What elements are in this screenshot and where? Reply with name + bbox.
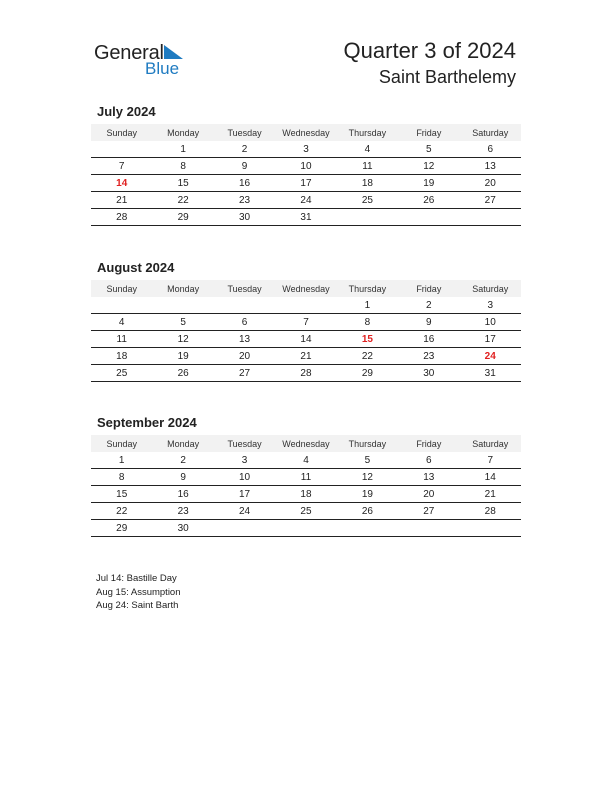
day-cell: 30 <box>238 211 251 223</box>
day-cell: 28 <box>300 367 312 379</box>
day-cell: 29 <box>361 367 373 379</box>
day-cell: 25 <box>361 194 373 206</box>
day-cell: 5 <box>180 316 186 328</box>
day-cell: 18 <box>300 488 312 500</box>
day-cell: 21 <box>484 488 496 500</box>
weekday-label: Sunday <box>106 283 137 294</box>
day-cell: 13 <box>238 333 251 345</box>
day-cell: 28 <box>116 211 128 223</box>
week-row <box>91 209 521 226</box>
weekday-label: Friday <box>416 438 442 449</box>
weekday-label: Wednesday <box>282 127 330 138</box>
logo <box>94 40 194 80</box>
week-row <box>91 158 521 175</box>
week-row <box>91 192 521 209</box>
weekday-label: Friday <box>416 283 442 294</box>
day-cell: 29 <box>116 522 128 534</box>
day-cell: 25 <box>116 367 128 379</box>
day-cell: 19 <box>177 350 189 362</box>
day-cell: 15 <box>361 333 373 345</box>
day-cell: 9 <box>180 471 186 483</box>
weekday-label: Tuesday <box>227 438 262 449</box>
holiday-note: Aug 24: Saint Barth <box>96 600 179 611</box>
day-cell: 3 <box>241 454 248 466</box>
day-cell: 8 <box>118 471 125 483</box>
day-cell: 12 <box>361 471 373 483</box>
weekday-label: Saturday <box>472 438 509 449</box>
day-cell: 7 <box>118 160 125 172</box>
day-cell: 27 <box>238 367 251 379</box>
day-cell: 12 <box>177 333 189 345</box>
weekday-label: Monday <box>167 283 200 294</box>
day-cell: 8 <box>364 316 371 328</box>
day-cell: 17 <box>484 333 496 345</box>
day-cell: 16 <box>177 488 189 500</box>
day-cell: 17 <box>300 177 312 189</box>
week-row <box>91 141 521 158</box>
day-cell: 22 <box>177 194 189 206</box>
day-cell: 23 <box>238 194 251 206</box>
day-cell: 11 <box>362 160 373 172</box>
month-september <box>91 415 521 537</box>
day-cell: 14 <box>300 333 312 345</box>
week-row <box>91 348 521 365</box>
month-title: July 2024 <box>97 104 156 119</box>
day-cell: 19 <box>361 488 373 500</box>
month-title: August 2024 <box>97 260 175 275</box>
day-cell: 17 <box>238 488 251 500</box>
day-cell: 18 <box>116 350 128 362</box>
day-cell: 25 <box>300 505 312 517</box>
day-cell: 11 <box>116 333 127 345</box>
day-cell: 31 <box>300 211 312 223</box>
day-cell: 26 <box>177 367 189 379</box>
day-cell: 4 <box>118 316 125 328</box>
day-cell: 2 <box>180 454 186 466</box>
day-cell: 10 <box>300 160 312 172</box>
page-title: Quarter 3 of 2024 <box>343 38 516 63</box>
day-cell: 3 <box>303 143 309 155</box>
day-cell: 11 <box>300 471 312 483</box>
day-cell: 1 <box>180 143 186 155</box>
day-cell: 5 <box>364 454 371 466</box>
weekday-label: Tuesday <box>227 283 262 294</box>
day-cell: 7 <box>303 316 309 328</box>
weekday-label: Saturday <box>472 283 509 294</box>
day-cell: 9 <box>426 316 432 328</box>
day-cell: 13 <box>423 471 435 483</box>
month-grid <box>91 141 521 226</box>
day-cell: 28 <box>484 505 496 517</box>
month-title: September 2024 <box>97 415 197 430</box>
day-cell: 1 <box>118 454 125 466</box>
weekday-label: Friday <box>416 127 442 138</box>
holiday-note: Jul 14: Bastille Day <box>96 573 177 584</box>
logo-triangle-icon <box>162 44 184 60</box>
day-cell: 22 <box>116 505 128 517</box>
week-row <box>91 452 521 469</box>
day-cell: 10 <box>484 316 496 328</box>
weekday-label: Thursday <box>348 438 387 449</box>
day-cell: 16 <box>423 333 435 345</box>
day-cell: 13 <box>484 160 496 172</box>
day-cell: 10 <box>238 471 251 483</box>
logo-blue-text: Blue <box>145 59 180 78</box>
weekday-label: Monday <box>167 438 200 449</box>
day-cell: 4 <box>364 143 371 155</box>
day-cell: 6 <box>426 454 432 466</box>
day-cell: 12 <box>423 160 435 172</box>
day-cell: 16 <box>238 177 251 189</box>
day-cell: 3 <box>487 299 494 311</box>
day-cell: 2 <box>241 143 248 155</box>
week-row <box>91 503 521 520</box>
day-cell: 24 <box>238 505 251 517</box>
day-cell: 9 <box>241 160 248 172</box>
day-cell: 7 <box>487 454 494 466</box>
day-cell: 23 <box>423 350 435 362</box>
day-cell: 2 <box>426 299 432 311</box>
day-cell: 20 <box>484 177 496 189</box>
day-cell: 31 <box>484 367 496 379</box>
day-cell: 14 <box>484 471 496 483</box>
weekday-label: Monday <box>167 127 200 138</box>
day-cell: 6 <box>487 143 494 155</box>
day-cell: 21 <box>300 350 312 362</box>
weekday-label: Tuesday <box>227 127 262 138</box>
day-cell: 27 <box>423 505 435 517</box>
day-cell: 5 <box>426 143 432 155</box>
day-cell: 15 <box>177 177 189 189</box>
day-cell: 24 <box>300 194 312 206</box>
weekday-label: Wednesday <box>282 283 330 294</box>
weekday-label: Sunday <box>106 438 137 449</box>
month-august <box>91 260 521 382</box>
day-cell: 14 <box>116 177 128 189</box>
page-subtitle: Saint Barthelemy <box>378 67 516 87</box>
day-cell: 18 <box>361 177 373 189</box>
day-cell: 21 <box>116 194 128 206</box>
week-row <box>91 331 521 348</box>
weekday-header <box>91 280 521 297</box>
day-cell: 8 <box>180 160 186 172</box>
day-cell: 6 <box>241 316 248 328</box>
weekday-header <box>91 124 521 141</box>
logo-general-text: General <box>94 42 164 64</box>
day-cell: 1 <box>364 299 371 311</box>
day-cell: 4 <box>303 454 309 466</box>
week-row <box>91 520 521 537</box>
week-row <box>91 365 521 382</box>
day-cell: 26 <box>361 505 373 517</box>
week-row <box>91 175 521 192</box>
day-cell: 29 <box>177 211 189 223</box>
month-grid <box>91 452 521 537</box>
day-cell: 24 <box>484 350 496 362</box>
day-cell: 19 <box>423 177 435 189</box>
week-row <box>91 297 521 314</box>
month-july <box>91 104 521 226</box>
weekday-label: Wednesday <box>282 438 330 449</box>
day-cell: 23 <box>177 505 189 517</box>
weekday-header <box>91 435 521 452</box>
day-cell: 26 <box>423 194 435 206</box>
weekday-label: Sunday <box>106 127 137 138</box>
day-cell: 30 <box>177 522 189 534</box>
week-row <box>91 486 521 503</box>
day-cell: 20 <box>238 350 251 362</box>
day-cell: 20 <box>423 488 435 500</box>
weekday-label: Thursday <box>348 127 387 138</box>
day-cell: 27 <box>484 194 496 206</box>
day-cell: 15 <box>116 488 128 500</box>
weekday-label: Saturday <box>472 127 509 138</box>
month-grid <box>91 297 521 382</box>
holiday-note: Aug 15: Assumption <box>96 586 181 598</box>
week-row <box>91 469 521 486</box>
day-cell: 30 <box>423 367 435 379</box>
weekday-label: Thursday <box>348 283 387 294</box>
day-cell: 22 <box>361 350 373 362</box>
week-row <box>91 314 521 331</box>
holiday-notes <box>96 573 181 614</box>
